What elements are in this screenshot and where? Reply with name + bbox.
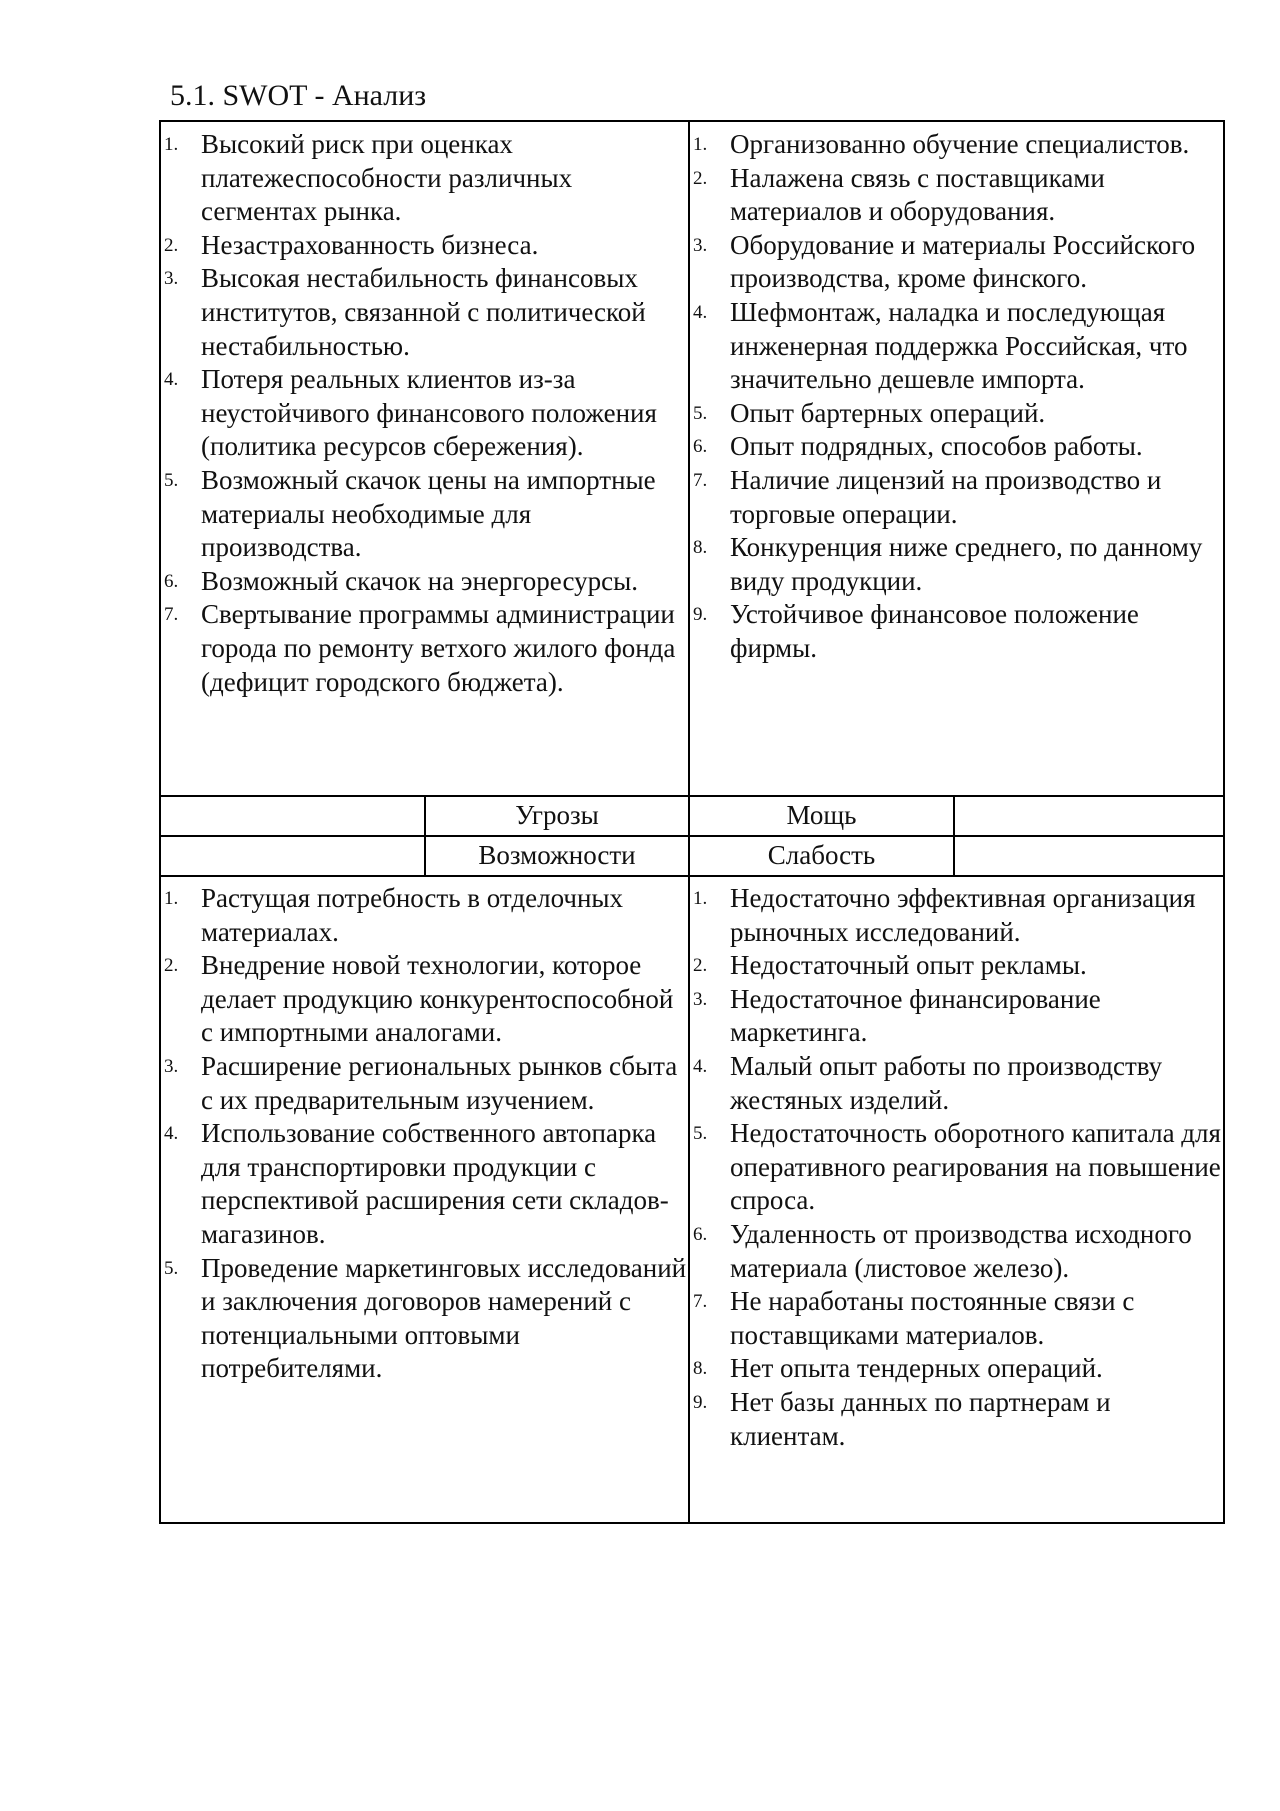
list-item-number: 1. — [693, 888, 708, 909]
header-strengths: Мощь — [690, 797, 955, 835]
list-item-number: 3. — [164, 1055, 179, 1077]
list-item-text: Опыт бартерных операций. — [730, 397, 1046, 428]
list-item-text: Малый опыт работы по производству жестяных изделий. — [730, 1050, 1163, 1115]
list-item-number: 6. — [693, 1223, 708, 1245]
header-row-2 — [161, 835, 1223, 875]
list-item — [161, 363, 688, 464]
list-item — [161, 1050, 688, 1117]
list-item — [690, 882, 1223, 949]
list-item — [690, 1050, 1223, 1117]
list-item-text: Расширение региональных рынков сбыта с их предварительным изучением. — [201, 1050, 678, 1115]
list-item-text: Удаленность от производства исходного материала (листовое железо). — [730, 1218, 1192, 1283]
strengths-list-cell — [690, 122, 1223, 795]
list-item — [690, 296, 1223, 397]
list-item-text: Оборудование и материалы Российского производства, кроме финского. — [730, 229, 1196, 294]
list-item — [690, 162, 1223, 229]
swot-top-row — [161, 122, 1223, 795]
list-item — [161, 565, 688, 599]
threats-list — [161, 128, 688, 699]
strengths-list — [690, 128, 1223, 666]
list-item — [690, 531, 1223, 598]
list-item-text: Наличие лицензий на производство и торговые операции. — [730, 464, 1162, 529]
list-item-text: Нет опыта тендерных операций. — [730, 1353, 1103, 1384]
opportunities-list-cell — [161, 877, 690, 1522]
list-item-number: 4. — [164, 1123, 179, 1145]
list-item-text: Высокий риск при оценках платежеспособности различных сегментах рынка. — [201, 129, 573, 227]
list-item-number: 5. — [164, 1257, 179, 1279]
swot-bottom-row — [161, 875, 1223, 1522]
list-item-number: 1. — [164, 888, 179, 909]
list-item-number: 5. — [693, 1123, 708, 1145]
list-item-number: 6. — [164, 570, 179, 592]
list-item-text: Проведение маркетинговых исследований и заключения договоров намерений с потенциальными оптовыми потребителями. — [201, 1252, 687, 1384]
opportunities-list — [161, 882, 688, 1386]
list-item-number: 8. — [693, 537, 708, 559]
list-item — [161, 464, 688, 565]
list-item-text: Организованно обучение специалистов. — [730, 129, 1190, 159]
header-opportunities: Возможности — [426, 837, 690, 875]
list-item — [161, 1117, 688, 1251]
list-item-text: Конкуренция ниже среднего, по данному виду продукции. — [730, 532, 1203, 596]
list-item-text: Нет базы данных по партнерам и клиентам. — [730, 1386, 1111, 1451]
header-empty-cell — [955, 837, 1223, 875]
list-item-text: Свертывание программы администрации города по ремонту ветхого жилого фонда (дефицит городского бюджета). — [201, 599, 676, 697]
list-item — [690, 464, 1223, 531]
list-item-number: 2. — [164, 234, 179, 256]
list-item-number: 6. — [693, 436, 708, 458]
list-item-number: 7. — [693, 469, 708, 491]
list-item — [690, 983, 1223, 1050]
list-item-number: 2. — [693, 955, 708, 977]
list-item-text: Внедрение новой технологии, которое делает продукцию конкурентоспособной с импортными аналогами. — [201, 950, 674, 1048]
list-item — [690, 1117, 1223, 1218]
list-item-number: 3. — [164, 268, 179, 290]
list-item-text: Недостаточно эффективная организация рыночных исследований. — [730, 883, 1196, 947]
header-empty-cell — [161, 837, 426, 875]
header-empty-cell — [161, 797, 426, 835]
list-item-number: 8. — [693, 1358, 708, 1380]
list-item-number: 5. — [693, 402, 708, 424]
list-item-number: 3. — [693, 234, 708, 256]
header-row-1 — [161, 795, 1223, 835]
list-item-number: 9. — [693, 604, 708, 626]
list-item — [161, 598, 688, 699]
list-item-text: Недостаточное финансирование маркетинга. — [730, 983, 1101, 1048]
list-item — [161, 128, 688, 229]
swot-table — [159, 120, 1225, 1524]
list-item-text: Возможный скачок цены на импортные материалы необходимые для производства. — [201, 464, 656, 563]
list-item — [690, 1352, 1223, 1386]
page-title: 5.1. SWOT - Анализ — [170, 79, 427, 112]
list-item-text: Не наработаны постоянные связи с поставщиками материалов. — [730, 1286, 1135, 1350]
list-item-text: Налажена связь с поставщиками материалов и оборудования. — [730, 162, 1105, 227]
weaknesses-list — [690, 882, 1223, 1453]
list-item-number: 2. — [164, 955, 179, 977]
list-item — [690, 1218, 1223, 1285]
list-item — [690, 128, 1223, 162]
list-item-text: Использование собственного автопарка для транспортировки продукции с перспективой расширения сети складов-магазинов. — [201, 1118, 669, 1249]
list-item-number: 5. — [164, 469, 179, 491]
list-item — [690, 1285, 1223, 1352]
list-item — [690, 598, 1223, 665]
list-item — [690, 1386, 1223, 1453]
list-item-text: Опыт подрядных, способов работы. — [730, 431, 1143, 462]
list-item-number: 4. — [693, 1055, 708, 1077]
list-item — [161, 1252, 688, 1386]
list-item — [690, 397, 1223, 431]
list-item-text: Недостаточный опыт рекламы. — [730, 950, 1087, 981]
list-item-text: Потеря реальных клиентов из-за неустойчивого финансового положения (политика ресурсов сбережения). — [201, 364, 657, 462]
header-empty-cell — [955, 797, 1223, 835]
list-item — [161, 882, 688, 949]
list-item-number: 1. — [164, 134, 179, 155]
list-item-text: Незастрахованность бизнеса. — [201, 229, 539, 260]
threats-list-cell — [161, 122, 690, 795]
header-weaknesses: Слабость — [690, 837, 955, 875]
list-item — [690, 949, 1223, 983]
list-item — [690, 430, 1223, 464]
list-item-text: Шефмонтаж, наладка и последующая инженерная поддержка Российская, что значительно дешевле импорта. — [730, 296, 1188, 395]
list-item-text: Возможный скачок на энергоресурсы. — [201, 565, 638, 596]
list-item-number: 7. — [693, 1291, 708, 1313]
list-item-number: 7. — [164, 604, 179, 626]
list-item-number: 3. — [693, 988, 708, 1010]
list-item-text: Недостаточность оборотного капитала для оперативного реагирования на повышение спроса. — [730, 1118, 1221, 1216]
list-item-number: 4. — [164, 369, 179, 391]
list-item — [690, 229, 1223, 296]
header-threats: Угрозы — [426, 797, 690, 835]
list-item-number: 1. — [693, 134, 708, 155]
weaknesses-list-cell — [690, 877, 1223, 1522]
list-item-text: Растущая потребность в отделочных материалах. — [201, 883, 624, 947]
list-item — [161, 262, 688, 363]
list-item-text: Устойчивое финансовое положение фирмы. — [730, 599, 1139, 663]
list-item-text: Высокая нестабильность финансовых институтов, связанной с политической нестабильностью. — [201, 263, 646, 361]
list-item — [161, 949, 688, 1050]
list-item-number: 4. — [693, 301, 708, 323]
list-item — [161, 229, 688, 263]
list-item-number: 9. — [693, 1391, 708, 1413]
list-item-number: 2. — [693, 167, 708, 189]
